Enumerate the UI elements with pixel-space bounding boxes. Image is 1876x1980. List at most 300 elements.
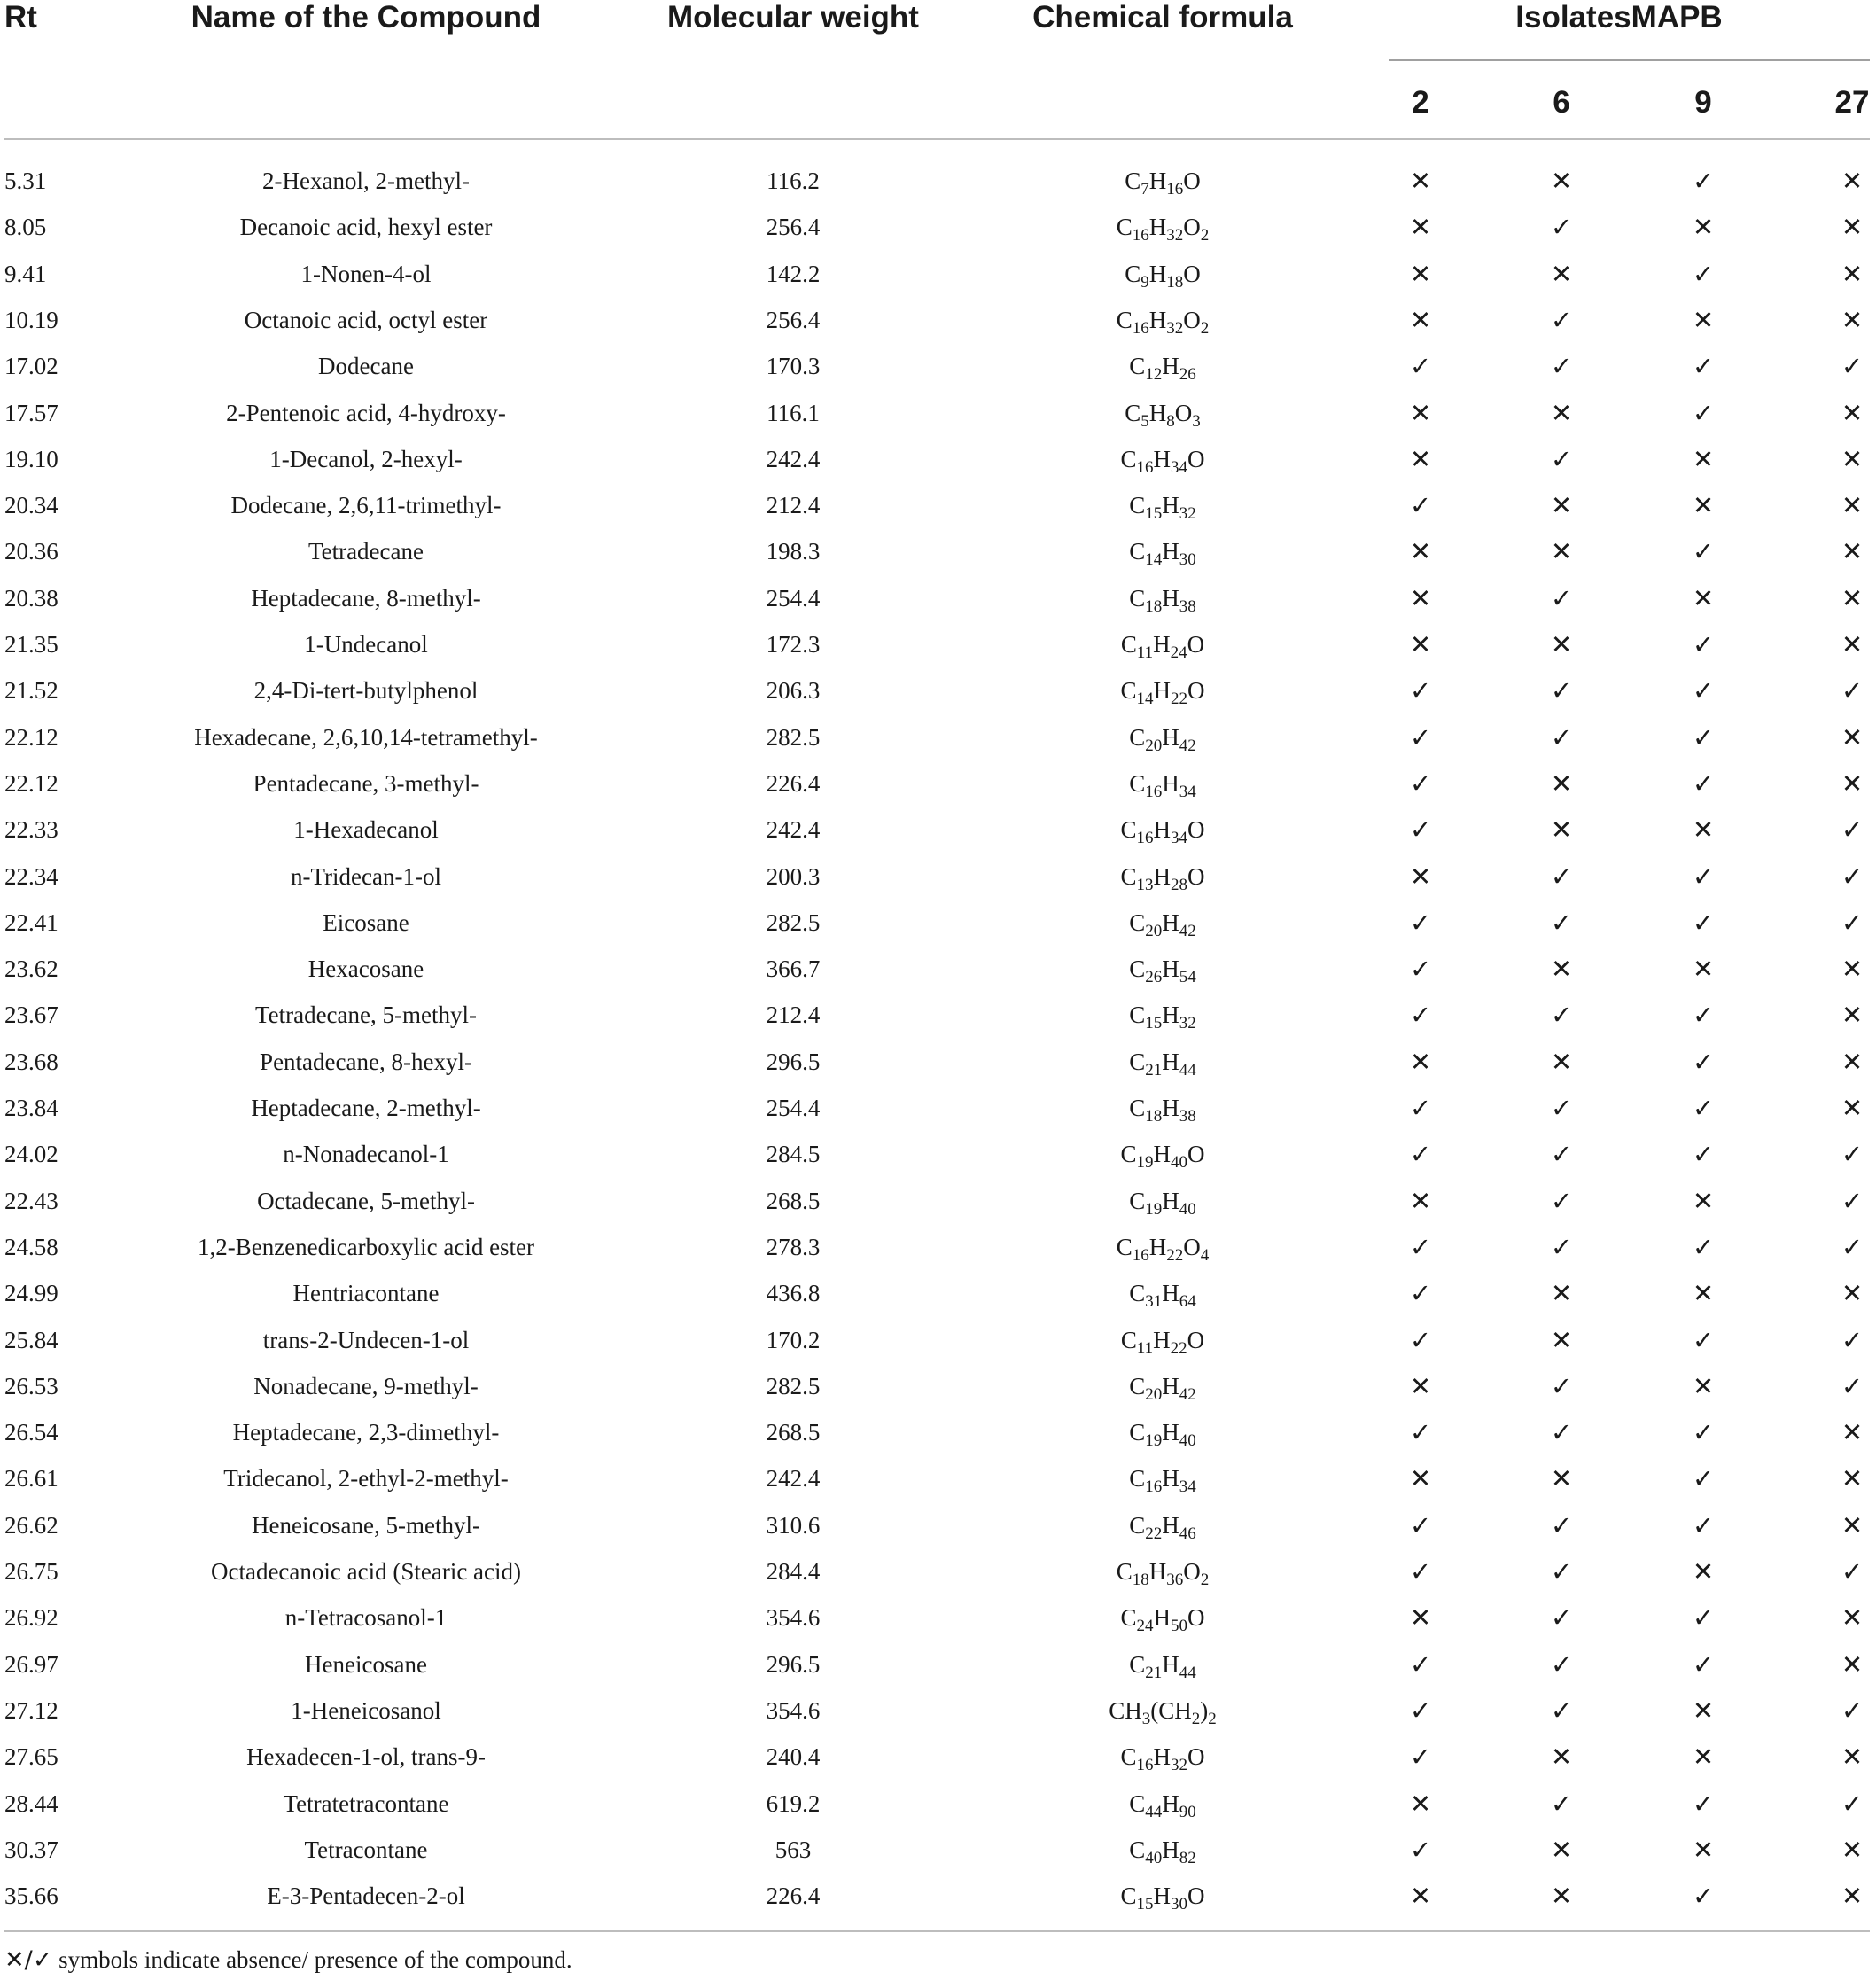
cell-rt: 27.12 [4,1696,58,1724]
absent-cross-icon: ✕ [1841,1602,1864,1633]
present-check-icon: ✓ [1550,1231,1573,1262]
present-check-icon: ✓ [1841,907,1864,938]
formula-element: H [1162,1465,1179,1493]
formula-subscript: 8 [1166,411,1175,431]
present-check-icon: ✓ [1550,1602,1573,1633]
formula-element: C [1129,1465,1146,1493]
cell-rt: 23.84 [4,1095,58,1121]
formula-element: C [1129,955,1146,983]
formula-subscript: 40 [1179,1431,1196,1451]
formula-subscript: 50 [1171,1617,1188,1636]
present-check-icon: ✓ [1409,1093,1432,1123]
absent-cross-icon: ✕ [1409,1046,1432,1077]
absent-cross-icon: ✕ [1550,1324,1573,1355]
present-check-icon: ✓ [1550,1185,1573,1216]
cell-rt: 26.53 [4,1372,58,1399]
header-compound-name: Name of the Compound [191,0,541,35]
present-check-icon: ✓ [1841,1370,1864,1401]
cell-chemical-formula [1116,212,1210,246]
formula-subscript: 46 [1179,1524,1196,1543]
absent-cross-icon: ✕ [1692,1370,1715,1401]
formula-subscript: 13 [1136,875,1154,894]
formula-subscript: 16 [1145,782,1163,801]
cell-chemical-formula [1129,351,1196,385]
present-check-icon: ✓ [1692,1509,1715,1540]
cell-rt: 23.68 [4,1048,58,1075]
cell-rt: 22.34 [4,862,58,890]
absent-cross-icon: ✕ [1841,1881,1864,1912]
absent-cross-icon: ✕ [1550,536,1573,567]
formula-element: H [1162,1095,1179,1121]
cell-rt: 26.61 [4,1465,58,1493]
cell-chemical-formula [1129,1463,1196,1497]
formula-element: C [1129,1511,1146,1539]
formula-element: C [1129,538,1146,565]
formula-element: H [1162,538,1179,565]
cell-rt: 19.10 [4,445,58,472]
cell-compound-name: Pentadecane, 8-hexyl- [260,1048,472,1075]
formula-element: C [1120,677,1137,705]
cell-rt: 9.41 [4,260,47,287]
cell-compound-name: Pentadecane, 3-methyl- [253,769,479,797]
formula-element: H [1153,1141,1172,1168]
cell-compound-name: Hentriacontane [292,1280,440,1307]
present-check-icon: ✓ [1550,1417,1573,1448]
present-check-icon: ✓ [1692,1324,1715,1355]
absent-cross-icon: ✕ [1841,629,1864,659]
formula-subscript: 40 [1179,1199,1196,1219]
present-check-icon: ✓ [1409,1278,1432,1309]
formula-element: C [1116,214,1133,241]
cell-molecular-weight: 366.7 [766,955,821,983]
cell-molecular-weight: 563 [775,1836,812,1863]
formula-element: C [1129,769,1146,797]
formula-subscript: 34 [1179,1477,1196,1497]
cell-rt: 24.02 [4,1141,58,1168]
present-check-icon: ✓ [1409,490,1432,521]
formula-element: H [1162,584,1179,612]
cell-molecular-weight: 242.4 [766,445,821,472]
present-check-icon: ✓ [1550,1370,1573,1401]
formula-element: H [1162,1002,1179,1029]
present-check-icon: ✓ [1550,351,1573,382]
formula-subscript: 11 [1136,643,1154,662]
formula-element: H [1153,631,1171,658]
cell-compound-name: n-Nonadecanol-1 [283,1141,449,1168]
present-check-icon: ✓ [1692,397,1715,428]
present-check-icon: ✓ [1550,1649,1573,1680]
present-check-icon: ✓ [1550,1788,1573,1819]
formula-element: O [1187,1883,1205,1910]
formula-element: C [1120,1141,1137,1168]
present-check-icon: ✓ [1692,721,1715,752]
cell-rt: 17.02 [4,353,58,380]
present-check-icon: ✓ [1409,1231,1432,1262]
present-check-icon: ✓ [1409,815,1432,846]
cell-compound-name: Eicosane [323,908,409,936]
cell-compound-name: 1,2-Benzenedicarboxylic acid ester [197,1233,535,1260]
cell-molecular-weight: 116.1 [767,399,820,426]
absent-cross-icon: ✕ [1550,1046,1573,1077]
cell-chemical-formula [1120,675,1205,709]
cell-molecular-weight: 619.2 [766,1789,821,1817]
formula-subscript: 16 [1136,1756,1154,1775]
formula-subscript: 40 [1171,1153,1188,1173]
present-check-icon: ✓ [1409,351,1432,382]
formula-subscript: 20 [1145,736,1163,755]
table-footnote [4,1945,572,1976]
formula-element: C [1120,1326,1137,1353]
present-check-icon: ✓ [1550,1093,1573,1123]
absent-cross-icon: ✕ [1841,1417,1864,1448]
cell-chemical-formula [1120,861,1204,892]
absent-cross-icon: ✕ [1841,397,1864,428]
cell-compound-name: Decanoic acid, hexyl ester [239,214,493,241]
present-check-icon: ✓ [1550,1000,1573,1031]
formula-subscript: 34 [1171,457,1188,477]
absent-cross-icon: ✕ [1550,258,1573,289]
formula-subscript: 16 [1132,1245,1149,1265]
cell-chemical-formula [1120,1742,1205,1775]
cell-compound-name: n-Tridecan-1-ol [291,862,441,890]
formula-subscript: 19 [1136,1153,1154,1173]
cell-compound-name: Tridecanol, 2-ethyl-2-methyl- [223,1465,509,1493]
formula-element: C [1116,306,1133,333]
absent-cross-icon: ✕ [1841,166,1864,196]
cell-molecular-weight: 296.5 [766,1048,821,1075]
absent-cross-icon: ✕ [1409,166,1432,196]
formula-element: H [1162,492,1179,519]
cell-molecular-weight: 212.4 [766,492,821,519]
absent-cross-icon: ✕ [1409,304,1432,335]
formula-element: C [1125,168,1141,194]
absent-cross-icon: ✕ [1841,1742,1864,1773]
formula-subscript: 44 [1179,1060,1196,1080]
cell-molecular-weight: 226.4 [766,769,821,797]
cell-chemical-formula [1129,722,1196,755]
cell-chemical-formula [1129,1371,1196,1404]
cell-compound-name: Heptadecane, 2,3-dimethyl- [232,1419,500,1446]
formula-element: O [1187,816,1205,844]
formula-element: C [1129,1789,1146,1817]
cell-chemical-formula [1129,954,1196,987]
formula-subscript: 40 [1145,1848,1163,1867]
present-check-icon: ✓ [1550,907,1573,938]
cell-compound-name: 1-Nonen-4-ol [300,260,432,287]
absent-cross-icon: ✕ [1692,1556,1715,1586]
formula-element: H [1162,769,1179,797]
table-bottom-rule [4,1930,1870,1932]
absent-cross-icon: ✕ [1409,1881,1432,1912]
cell-chemical-formula [1120,1325,1205,1358]
cell-compound-name: 2-Pentenoic acid, 4-hydroxy- [226,399,506,426]
absent-cross-icon: ✕ [1409,1788,1432,1819]
formula-subscript: 38 [1179,596,1196,616]
cell-chemical-formula [1120,1139,1205,1173]
formula-element: H [1162,1280,1179,1307]
formula-subscript: 4 [1200,1245,1210,1265]
absent-cross-icon: ✕ [1841,721,1864,752]
formula-element: H [1148,1558,1167,1585]
absent-cross-icon: ✕ [1409,629,1432,659]
formula-element: H [1148,214,1167,241]
formula-subscript: 16 [1145,1477,1163,1497]
formula-element: ) [1200,1696,1209,1724]
cell-molecular-weight: 212.4 [766,1002,821,1029]
formula-subscript: 22 [1145,1524,1163,1543]
formula-subscript: 16 [1166,180,1184,199]
absent-cross-icon: ✕ [1692,443,1715,474]
cell-chemical-formula [1129,1789,1196,1819]
cell-rt: 22.41 [4,908,58,936]
cell-compound-name: 2-Hexanol, 2-methyl- [262,168,470,194]
formula-subscript: 2 [1200,318,1210,338]
cell-molecular-weight: 268.5 [766,1187,821,1214]
formula-element: C [1129,584,1146,612]
formula-element: O [1183,1233,1201,1260]
formula-element: O [1174,399,1193,426]
absent-cross-icon: ✕ [1841,768,1864,799]
cell-rt: 26.62 [4,1511,58,1539]
header-isolate-2: 2 [1412,85,1429,120]
formula-element: H [1148,399,1167,426]
cell-rt: 10.19 [4,306,58,333]
header-chemical-formula: Chemical formula [1032,0,1293,35]
formula-element: C [1129,1280,1146,1307]
formula-element: C [1116,1558,1133,1585]
cell-rt: 35.66 [4,1883,58,1910]
formula-subscript: 42 [1179,1384,1196,1404]
formula-element: O [1187,677,1205,705]
formula-element: C [1120,1604,1137,1632]
present-check-icon: ✓ [1409,721,1432,752]
formula-subscript: 82 [1179,1848,1196,1867]
cell-molecular-weight: 282.5 [766,1372,821,1399]
formula-element: H [1153,862,1172,890]
cell-compound-name: Tetratetracontane [283,1789,449,1817]
absent-cross-icon: ✕ [1692,582,1715,613]
cell-compound-name: Hexadecane, 2,6,10,14-tetramethyl- [194,723,538,751]
absent-cross-icon: ✕ [1550,166,1573,196]
formula-element: C [1125,260,1141,287]
present-check-icon: ✓ [1692,258,1715,289]
formula-subscript: 36 [1166,1571,1184,1589]
formula-subscript: 18 [1145,1107,1163,1126]
formula-subscript: 34 [1179,782,1196,801]
formula-element: H [1162,723,1179,751]
formula-subscript: 14 [1136,690,1154,709]
absent-cross-icon: ✕ [1841,1509,1864,1540]
cell-molecular-weight: 254.4 [766,1095,821,1121]
absent-cross-icon: ✕ [1841,443,1864,474]
present-check-icon: ✓ [1692,675,1715,706]
absent-cross-icon: ✕ [1692,1742,1715,1773]
cell-molecular-weight: 282.5 [766,723,821,751]
cell-compound-name: Octanoic acid, octyl ester [244,306,488,333]
formula-element: H [1153,1883,1172,1910]
formula-subscript: 64 [1179,1292,1196,1312]
absent-cross-icon: ✕ [1550,815,1573,846]
cell-molecular-weight: 436.8 [766,1280,821,1307]
formula-subscript: 54 [1179,968,1196,987]
cell-rt: 20.34 [4,492,58,519]
formula-element: H [1148,168,1167,194]
present-check-icon: ✓ [1409,675,1432,706]
cell-molecular-weight: 200.3 [766,862,821,890]
formula-subscript: 16 [1136,457,1154,477]
cell-chemical-formula [1129,583,1196,616]
formula-subscript: 16 [1136,829,1154,848]
formula-subscript: 22 [1166,1245,1184,1265]
formula-subscript: 21 [1145,1663,1163,1682]
cell-rt: 5.31 [4,168,47,194]
present-check-icon: ✓ [1841,351,1864,382]
cell-rt: 23.62 [4,955,58,983]
present-check-icon: ✓ [1409,1834,1432,1865]
present-check-icon: ✓ [1692,907,1715,938]
cell-chemical-formula [1109,1695,1217,1726]
formula-element: H [1162,955,1179,983]
absent-cross-icon: ✕ [1841,304,1864,335]
cell-rt: 22.33 [4,816,58,844]
absent-cross-icon: ✕ [1409,1185,1432,1216]
present-check-icon: ✓ [1409,1139,1432,1170]
cell-compound-name: Hexadecen-1-ol, trans-9- [246,1743,486,1771]
present-check-icon: ✓ [1409,1509,1432,1540]
cell-compound-name: E-3-Pentadecen-2-ol [267,1883,465,1910]
cell-rt: 26.54 [4,1419,58,1446]
formula-subscript: 3 [1192,411,1201,431]
formula-element: H [1162,1048,1179,1075]
formula-element: O [1183,306,1201,333]
absent-cross-icon: ✕ [1692,1185,1715,1216]
cell-molecular-weight: 354.6 [766,1604,821,1632]
cell-compound-name: Tetradecane [307,538,424,565]
formula-element: H [1162,908,1179,936]
formula-subscript: 26 [1145,968,1163,987]
absent-cross-icon: ✕ [1692,815,1715,846]
cell-molecular-weight: 256.4 [766,214,821,241]
absent-cross-icon: ✕ [1841,1000,1864,1031]
cell-chemical-formula [1129,1047,1196,1080]
formula-element: O [1183,1558,1201,1585]
header-isolates-group: IsolatesMAPB [1515,0,1723,35]
present-check-icon: ✓ [1550,1556,1573,1586]
absent-cross-icon: ✕ [1841,258,1864,289]
cell-molecular-weight: 268.5 [766,1419,821,1446]
absent-cross-icon: ✕ [1550,1742,1573,1773]
present-check-icon: ✓ [1841,1139,1864,1170]
cell-molecular-weight: 116.2 [767,168,820,194]
present-check-icon: ✓ [1550,212,1573,243]
present-check-icon: ✓ [1550,1139,1573,1170]
formula-subscript: 5 [1140,411,1149,431]
present-check-icon: ✓ [1692,1093,1715,1123]
present-check-icon: ✓ [1409,1649,1432,1680]
formula-element: C [1120,445,1137,472]
present-check-icon: ✓ [1692,629,1715,659]
cell-molecular-weight: 242.4 [766,816,821,844]
present-check-icon: ✓ [1550,1695,1573,1726]
cell-chemical-formula [1116,305,1210,338]
formula-element: H [1162,1650,1179,1678]
cell-rt: 21.52 [4,677,58,705]
formula-element: H [1153,677,1172,705]
formula-element: C [1129,1650,1146,1678]
cell-compound-name: Hexacosane [307,955,424,983]
formula-subscript: 32 [1166,226,1184,246]
present-check-icon: ✓ [1692,1231,1715,1262]
absent-cross-icon: ✕ [1841,1046,1864,1077]
formula-subscript: 44 [1145,1802,1163,1821]
formula-subscript: 15 [1145,504,1163,524]
cell-chemical-formula [1116,1556,1210,1589]
cell-rt: 30.37 [4,1836,58,1863]
cell-chemical-formula [1120,1602,1205,1636]
formula-subscript: 30 [1171,1895,1188,1914]
absent-cross-icon: ✕ [1692,304,1715,335]
cell-compound-name: Dodecane, 2,6,11-trimethyl- [230,492,502,519]
present-check-icon: ✓ [1550,582,1573,613]
absent-cross-icon: ✕ [1409,1370,1432,1401]
cell-rt: 21.35 [4,631,58,658]
formula-element: O [1187,1604,1205,1632]
cell-chemical-formula [1125,398,1201,431]
present-check-icon: ✓ [1692,1788,1715,1819]
formula-subscript: 19 [1145,1199,1163,1219]
present-check-icon: ✓ [1841,1695,1864,1726]
cell-chemical-formula [1129,490,1196,524]
present-check-icon: ✓ [1409,1556,1432,1586]
cell-molecular-weight: 170.3 [766,353,821,380]
cell-molecular-weight: 240.4 [766,1743,821,1771]
cell-compound-name: Tetracontane [304,1836,428,1863]
present-check-icon: ✓ [1692,1602,1715,1633]
absent-cross-icon: ✕ [1841,536,1864,567]
cell-rt: 23.67 [4,1002,58,1029]
cell-molecular-weight: 256.4 [766,306,821,333]
header-isolate-6: 6 [1553,85,1570,120]
formula-element: C [1129,1836,1146,1863]
formula-element: C [1129,1187,1146,1214]
formula-subscript: 3 [1141,1709,1151,1728]
formula-subscript: 11 [1136,1338,1154,1358]
formula-element: C [1120,1883,1137,1910]
formula-subscript: 32 [1171,1756,1188,1775]
cell-rt: 20.38 [4,584,58,612]
formula-element: C [1120,1743,1137,1771]
formula-subscript: 42 [1179,736,1196,755]
formula-subscript: 18 [1132,1571,1149,1589]
formula-subscript: 32 [1179,504,1196,524]
formula-subscript: 16 [1132,318,1149,338]
cell-chemical-formula [1116,1232,1210,1265]
present-check-icon: ✓ [1692,1139,1715,1170]
formula-element: C [1129,492,1146,519]
cell-chemical-formula [1129,1835,1196,1865]
cell-molecular-weight: 284.4 [766,1558,821,1585]
absent-cross-icon: ✕ [1409,1602,1432,1633]
absent-cross-icon: ✕ [1841,490,1864,521]
formula-element: C [1129,723,1146,751]
present-check-icon: ✓ [1692,166,1715,196]
present-check-icon: ✓ [1841,1185,1864,1216]
formula-subscript: 21 [1145,1060,1163,1080]
absent-cross-icon: ✕ [1841,582,1864,613]
formula-element: O [1187,1326,1205,1353]
cell-chemical-formula [1129,1093,1196,1126]
absent-cross-icon: ✕ [1409,397,1432,428]
